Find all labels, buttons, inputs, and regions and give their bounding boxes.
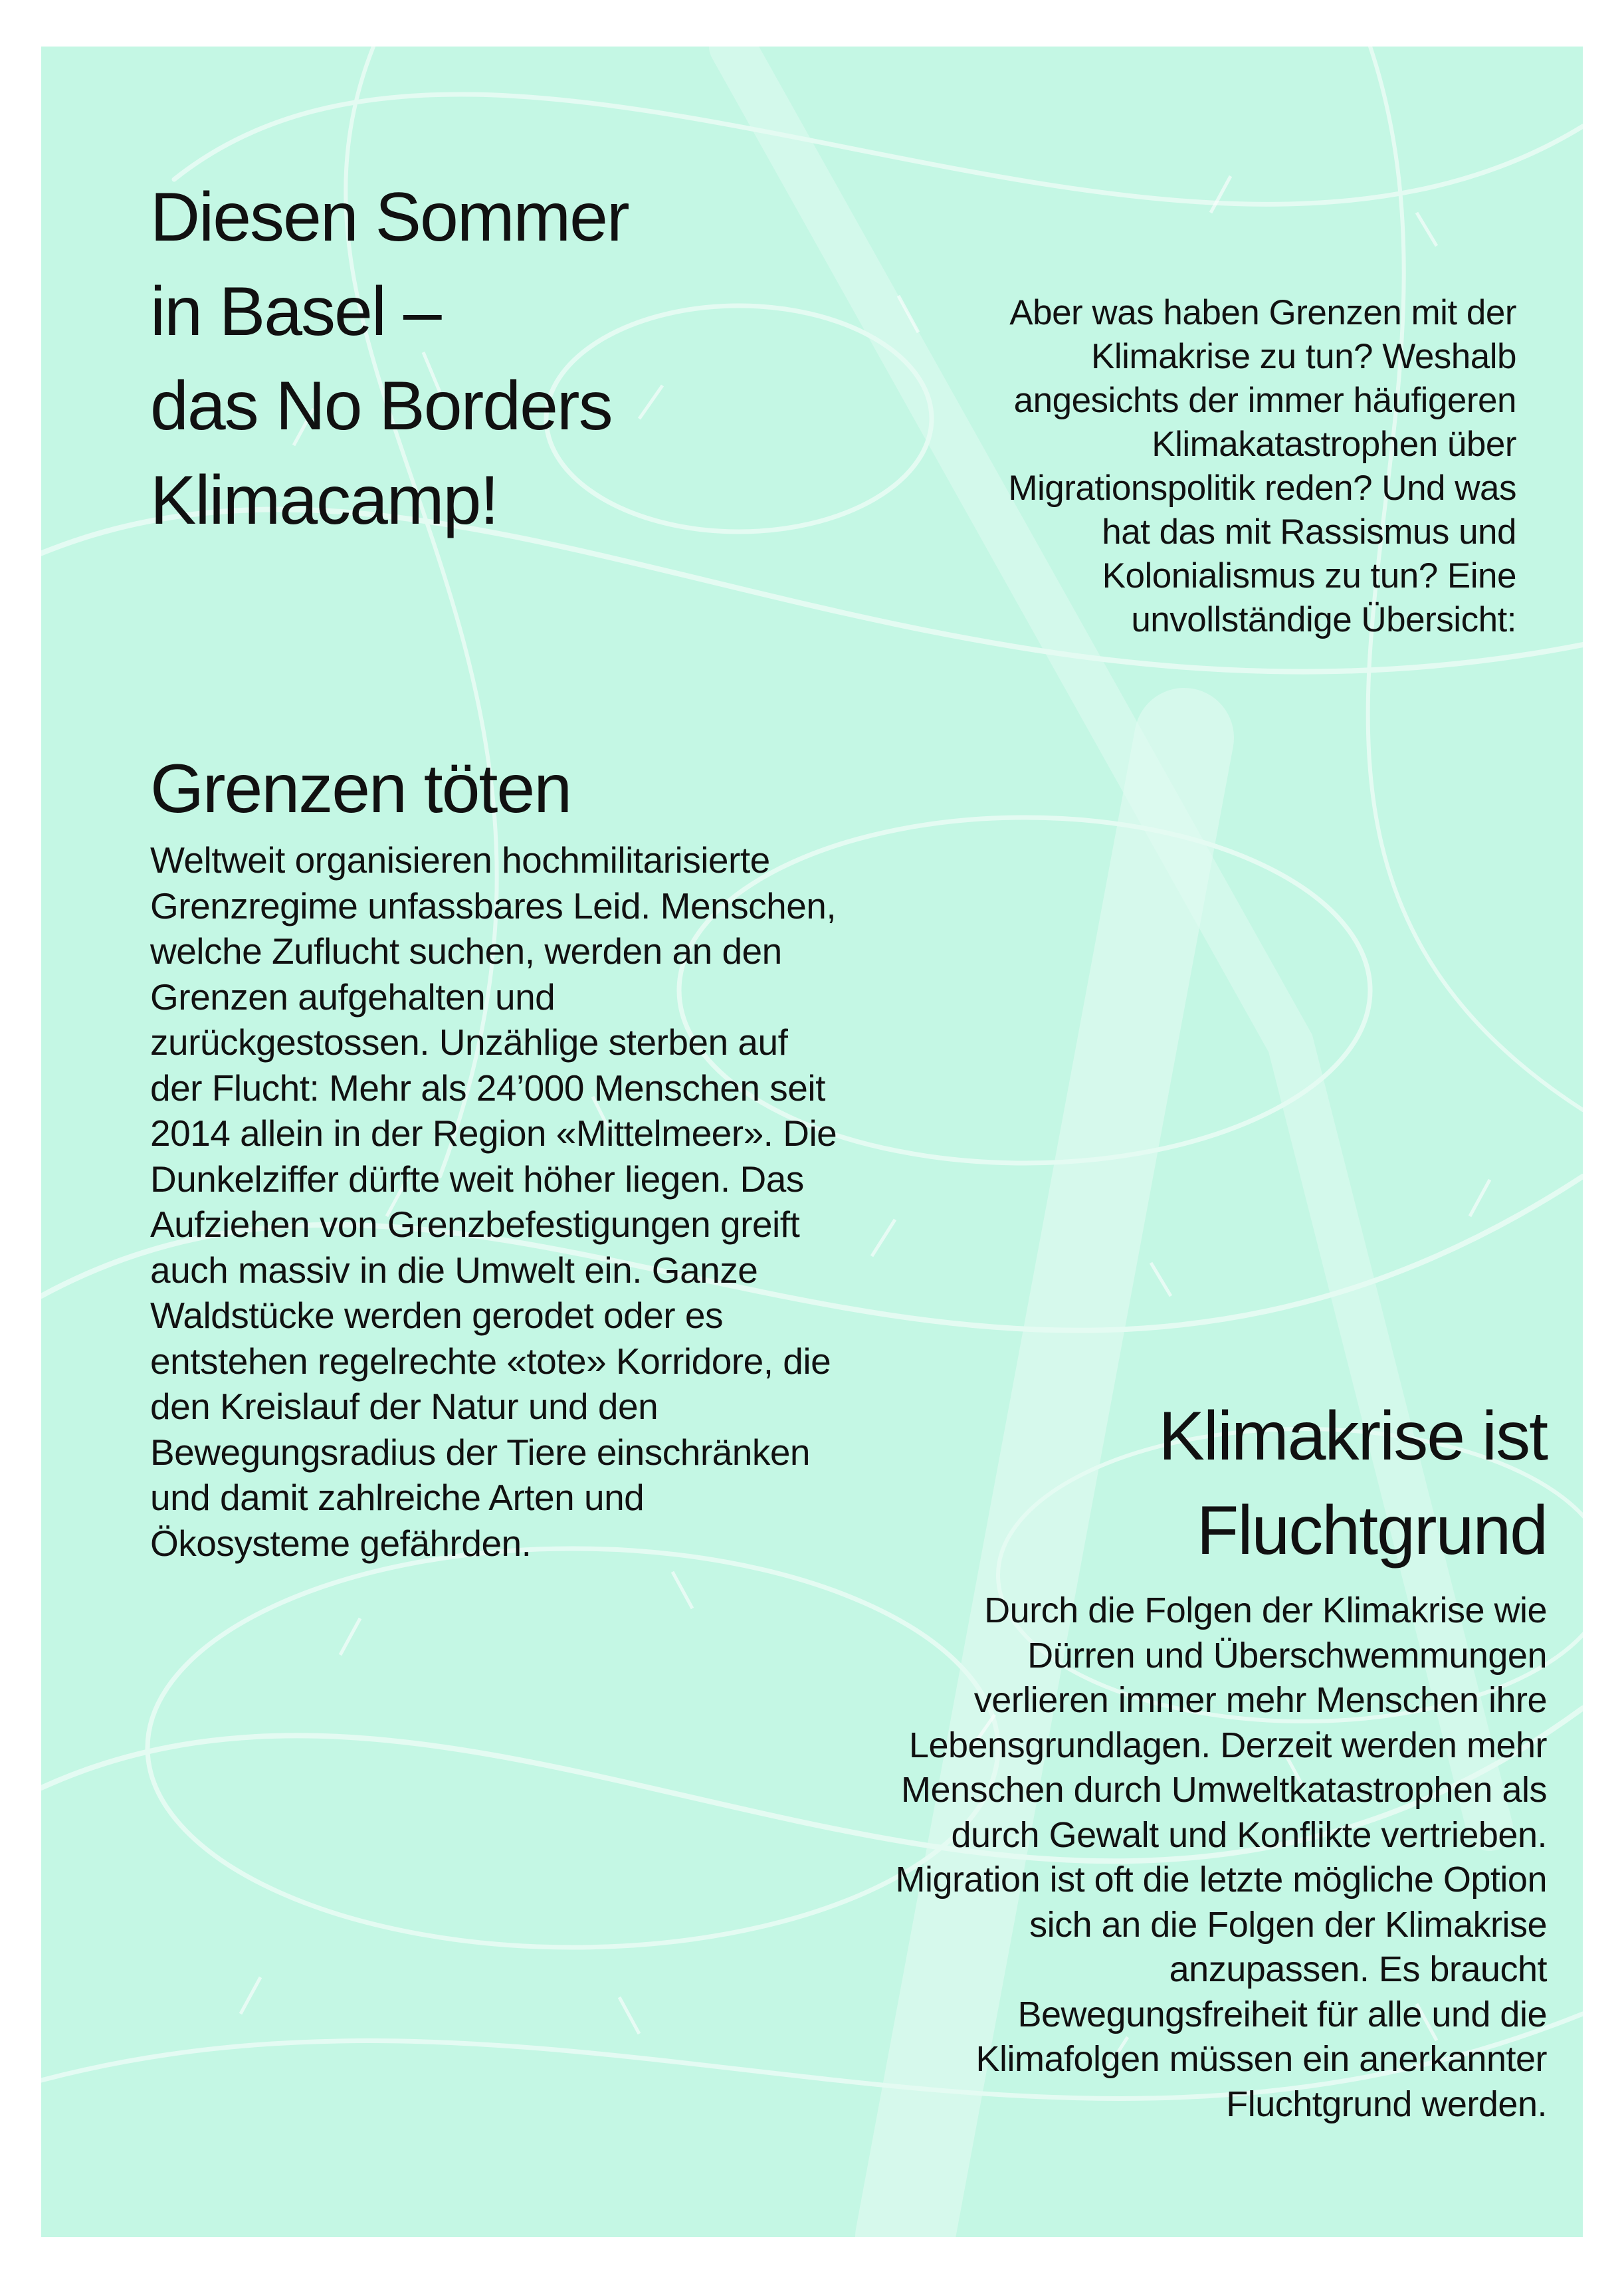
title-line: Diesen Sommer bbox=[150, 179, 629, 256]
body-line: Bewegungsfreiheit für alle und die bbox=[1017, 1994, 1547, 2034]
body-line: zurückgestossen. Unzählige sterben auf bbox=[150, 1022, 788, 1063]
body-line: Grenzregime unfassbares Leid. Menschen, bbox=[150, 885, 837, 926]
poster bbox=[41, 47, 1583, 2237]
body-line: Waldstücke werden gerodet oder es bbox=[150, 1295, 723, 1336]
section-heading-klimakrise-fluchtgrund bbox=[905, 1389, 1547, 1578]
body-line: anzupassen. Es braucht bbox=[1169, 1949, 1547, 1989]
intro-paragraph bbox=[839, 291, 1516, 642]
section-body-klimakrise-fluchtgrund bbox=[739, 1588, 1547, 2127]
title-line: Klimacamp! bbox=[150, 462, 498, 539]
section-heading-text: Grenzen töten bbox=[150, 750, 571, 827]
intro-line: unvollständige Übersicht: bbox=[1131, 600, 1516, 639]
body-line: Ökosysteme gefährden. bbox=[150, 1522, 532, 1564]
section-heading-line: Fluchtgrund bbox=[1196, 1492, 1547, 1569]
body-line: den Kreislauf der Natur und den bbox=[150, 1386, 659, 1427]
section-heading-line: Klimakrise ist bbox=[1158, 1398, 1547, 1475]
title-line: in Basel – bbox=[150, 273, 441, 350]
body-line: Durch die Folgen der Klimakrise wie bbox=[984, 1590, 1547, 1630]
body-line: Klimafolgen müssen ein anerkannter bbox=[975, 2039, 1547, 2079]
intro-line: Kolonialismus zu tun? Eine bbox=[1102, 556, 1516, 596]
body-line: Grenzen aufgehalten und bbox=[150, 976, 556, 1018]
body-line: und damit zahlreiche Arten und bbox=[150, 1477, 645, 1518]
body-line: der Flucht: Mehr als 24’000 Menschen seit bbox=[150, 1067, 825, 1109]
body-line: Fluchtgrund werden. bbox=[1226, 2084, 1547, 2124]
intro-line: Migrationspolitik reden? Und was bbox=[1008, 469, 1516, 508]
intro-line: Klimakatastrophen über bbox=[1152, 425, 1516, 464]
body-line: verlieren immer mehr Menschen ihre bbox=[973, 1680, 1547, 1720]
body-line: Migration ist oft die letzte mögliche Option bbox=[895, 1860, 1547, 1900]
section-body-grenzen-toeten bbox=[150, 837, 948, 1566]
body-line: durch Gewalt und Konflikte vertrieben. bbox=[951, 1814, 1547, 1855]
body-line: sich an die Folgen der Klimakrise bbox=[1029, 1904, 1547, 1945]
body-line: Lebensgrundlagen. Derzeit werden mehr bbox=[908, 1725, 1547, 1765]
page-title bbox=[150, 170, 629, 548]
body-line: welche Zuflucht suchen, werden an den bbox=[150, 930, 782, 972]
body-line: Dunkelziffer dürfte weit höher liegen. Das bbox=[150, 1158, 804, 1200]
body-line: Menschen durch Umweltkatastrophen als bbox=[901, 1770, 1547, 1810]
body-line: Aufziehen von Grenzbefestigungen greift bbox=[150, 1204, 800, 1245]
intro-line: hat das mit Rassismus und bbox=[1102, 512, 1516, 552]
section-heading-grenzen-toeten bbox=[150, 742, 571, 836]
title-line: das No Borders bbox=[150, 368, 612, 445]
intro-line: angesichts der immer häufigeren bbox=[1013, 381, 1516, 420]
body-line: auch massiv in die Umwelt ein. Ganze bbox=[150, 1249, 758, 1291]
body-line: Dürren und Überschwemmungen bbox=[1027, 1635, 1547, 1676]
body-line: Bewegungsradius der Tiere einschränken bbox=[150, 1431, 810, 1473]
body-line: Weltweit organisieren hochmilitarisierte bbox=[150, 839, 770, 881]
body-line: entstehen regelrechte «tote» Korridore, die bbox=[150, 1340, 831, 1382]
intro-line: Klimakrise zu tun? Weshalb bbox=[1091, 337, 1516, 376]
body-line: 2014 allein in der Region «Mittelmeer». Die bbox=[150, 1113, 837, 1154]
intro-line: Aber was haben Grenzen mit der bbox=[1009, 293, 1516, 332]
